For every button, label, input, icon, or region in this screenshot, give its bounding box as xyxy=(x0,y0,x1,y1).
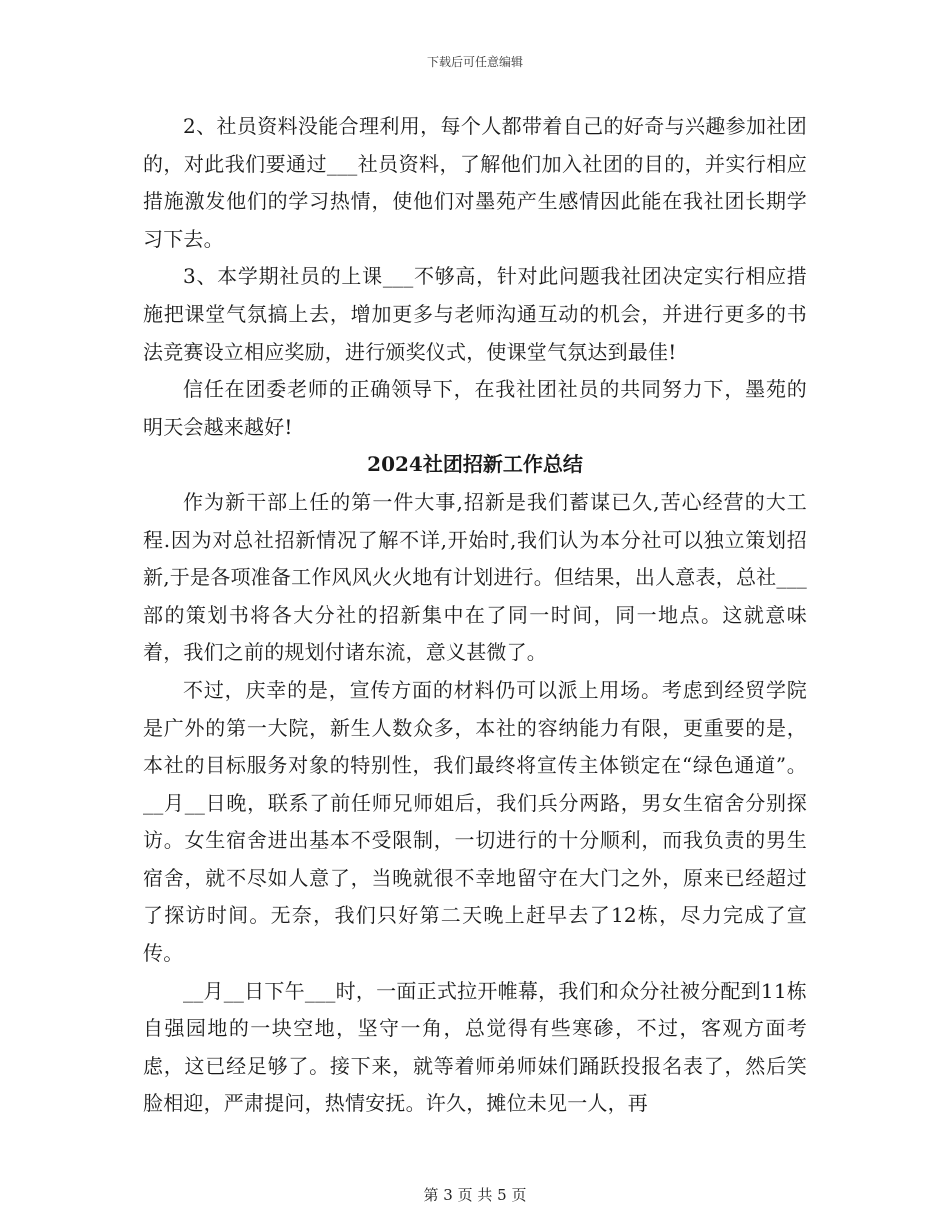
paragraph-publicity: 不过，庆幸的是，宣传方面的材料仍可以派上用场。考虑到经贸学院是广外的第一大院，新生人数众多，本社的容纳能力有限，更重要的是，本社的目标服务对象的特别性，我们最终将宣传主体锁定在“绿色通道”。__月__日晚，联系了前任师兄师姐后，我们兵分两路，男女生宿舍分别探访。女生宿舍进出基本不受限制，一切进行的十分顺利，而我负责的男生宿舍，就不尽如人意了，当晚就很不幸地留守在大门之外，原来已经超过了探访时间。无奈，我们只好第二天晚上赶早去了12栋，尽力完成了宣传。 xyxy=(143,677,807,966)
paragraph-item-3: 3、本学期社员的上课___不够高，针对此问题我社团决定实行相应措施把课堂气氛搞上去，增加更多与老师沟通互动的机会，并进行更多的书法竞赛设立相应奖励，进行颁奖仪式，使课堂气氛达到最佳! xyxy=(143,264,807,364)
section-title: 2024社团招新工作总结 xyxy=(367,452,583,477)
page-number: 第 3 页 共 5 页 xyxy=(423,1186,527,1204)
paragraph-intro: 作为新干部上任的第一件大事,招新是我们蓄谋已久,苦心经营的大工程.因为对总社招新情况了解不详,开始时,我们认为本分社可以独立策划招新,于是各项准备工作风风火火地有计划进行。但结果，出人意表，总社___部的策划书将各大分社的招新集中在了同一时间，同一地点。这就意味着，我们之前的规划付诸东流，意义甚微了。 xyxy=(143,489,807,665)
paragraph-item-2: 2、社员资料没能合理利用，每个人都带着自己的好奇与兴趣参加社团的，对此我们要通过___社员资料，了解他们加入社团的目的，并实行相应措施激发他们的学习热情，使他们对墨苑产生感情因此能在我社团长期学习下去。 xyxy=(143,114,807,251)
paragraph-recruitment-day: __月__日下午___时，一面正式拉开帷幕，我们和众分社被分配到11栋自强园地的一块空地，坚守一角，总觉得有些寒碜，不过，客观方面考虑，这已经足够了。接下来，就等着师弟师妹们踊跃投报名表了，然后笑脸相迎，严肃提问，热情安抚。许久，摊位未见一人，再 xyxy=(143,978,807,1116)
paragraph-closing: 信任在团委老师的正确领导下，在我社团社员的共同努力下，墨苑的明天会越来越好! xyxy=(143,377,807,439)
document-body xyxy=(143,108,807,1123)
header-note: 下载后可任意编辑 xyxy=(426,55,523,69)
